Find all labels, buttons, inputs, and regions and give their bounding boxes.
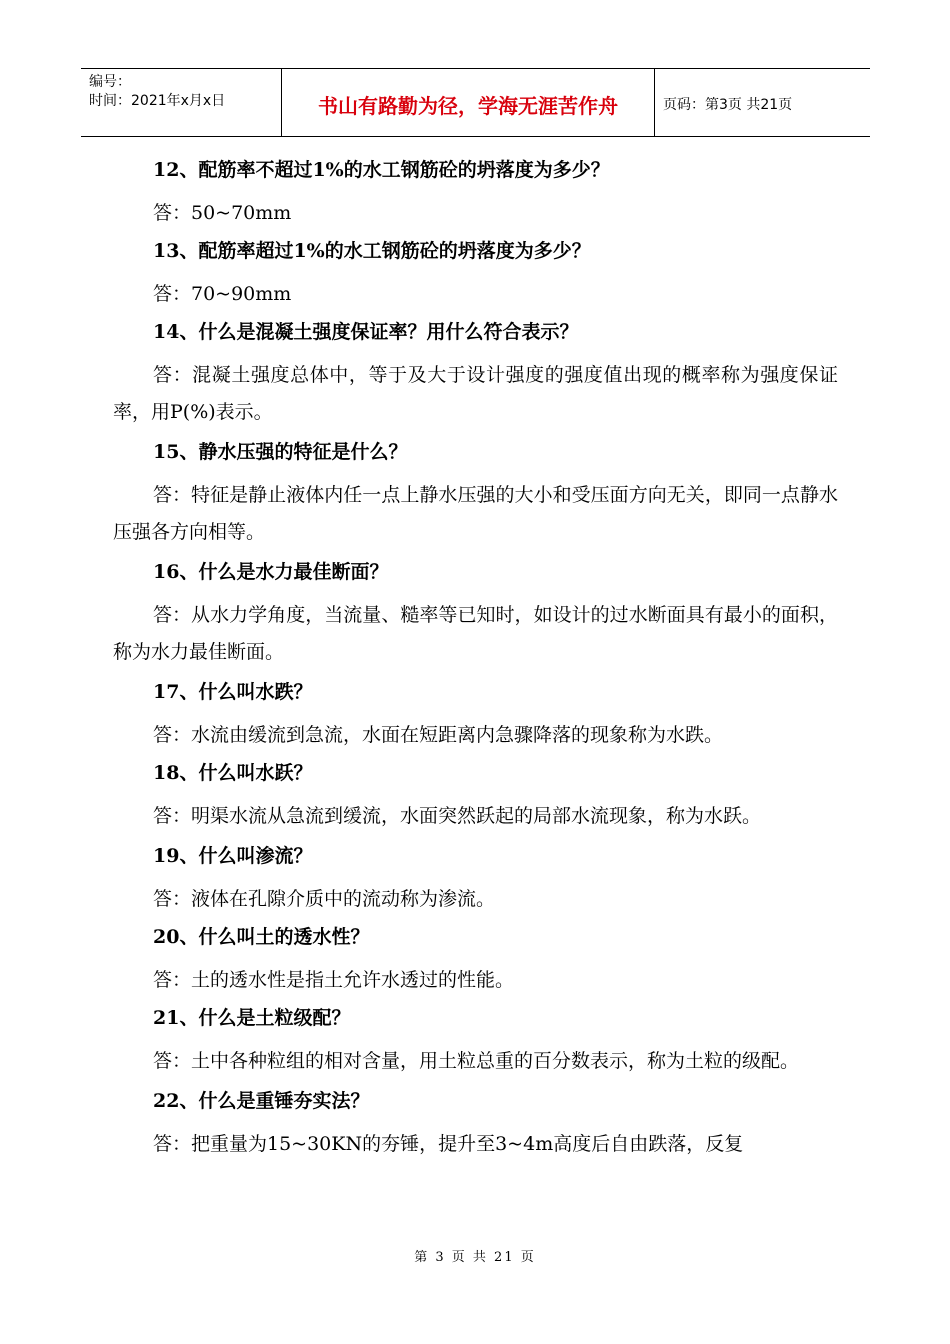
header-meta bbox=[81, 69, 282, 136]
question-15: 15、静水压强的特征是什么？ bbox=[153, 441, 408, 463]
answer-21: 答：土中各种粒组的相对含量，用土粒总重的百分数表示，称为土粒的级配。 bbox=[153, 1050, 800, 1072]
question-21: 21、什么是土粒级配？ bbox=[153, 1007, 351, 1029]
answer-13: 答：70~90mm bbox=[153, 283, 292, 305]
question-14: 14、什么是混凝土强度保证率？用什么符合表示？ bbox=[153, 321, 579, 343]
number-label: 编号： bbox=[89, 74, 131, 90]
question-20: 20、什么叫土的透水性？ bbox=[153, 926, 370, 948]
question-16: 16、什么是水力最佳断面？ bbox=[153, 561, 389, 583]
answer-14: 答：混凝土强度总体中，等于及大于设计强度的强度值出现的概率称为强度保证率，用P(%)表示。 bbox=[113, 364, 838, 423]
question-18: 18、什么叫水跃？ bbox=[153, 762, 313, 784]
header-page-info: 页码：第3页 共21页 bbox=[663, 96, 793, 113]
question-13: 13、配筋率超过1%的水工钢筋砼的坍落度为多少？ bbox=[153, 240, 591, 262]
question-19: 19、什么叫渗流？ bbox=[153, 845, 313, 867]
answer-22: 答：把重量为15~30KN的夯锤，提升至3~4m高度后自由跌落，反复 bbox=[153, 1133, 744, 1155]
question-12: 12、配筋率不超过1%的水工钢筋砼的坍落度为多少？ bbox=[153, 159, 610, 181]
header-motto: 书山有路勤为径，学海无涯苦作舟 bbox=[282, 69, 655, 136]
question-22: 22、什么是重锤夯实法？ bbox=[153, 1090, 370, 1112]
answer-17: 答：水流由缓流到急流，水面在短距离内急骤降落的现象称为水跌。 bbox=[153, 724, 724, 746]
page-footer: 第 3 页 共 21 页 bbox=[414, 1250, 536, 1265]
answer-16: 答：从水力学角度，当流量、糙率等已知时，如设计的过水断面具有最小的面积，称为水力最佳断面。 bbox=[113, 604, 838, 663]
answer-12: 答：50~70mm bbox=[153, 202, 292, 224]
answer-18: 答：明渠水流从急流到缓流，水面突然跃起的局部水流现象，称为水跃。 bbox=[153, 805, 762, 827]
page-header bbox=[81, 68, 870, 137]
time-label: 时间：2021年x月x日 bbox=[89, 93, 226, 109]
answer-19: 答：液体在孔隙介质中的流动称为渗流。 bbox=[153, 888, 496, 910]
answer-15: 答：特征是静止液体内任一点上静水压强的大小和受压面方向无关，即同一点静水压强各方向相等。 bbox=[113, 484, 838, 543]
question-17: 17、什么叫水跌？ bbox=[153, 681, 313, 703]
answer-20: 答：土的透水性是指土允许水透过的性能。 bbox=[153, 969, 515, 991]
qa-content bbox=[113, 152, 838, 1164]
